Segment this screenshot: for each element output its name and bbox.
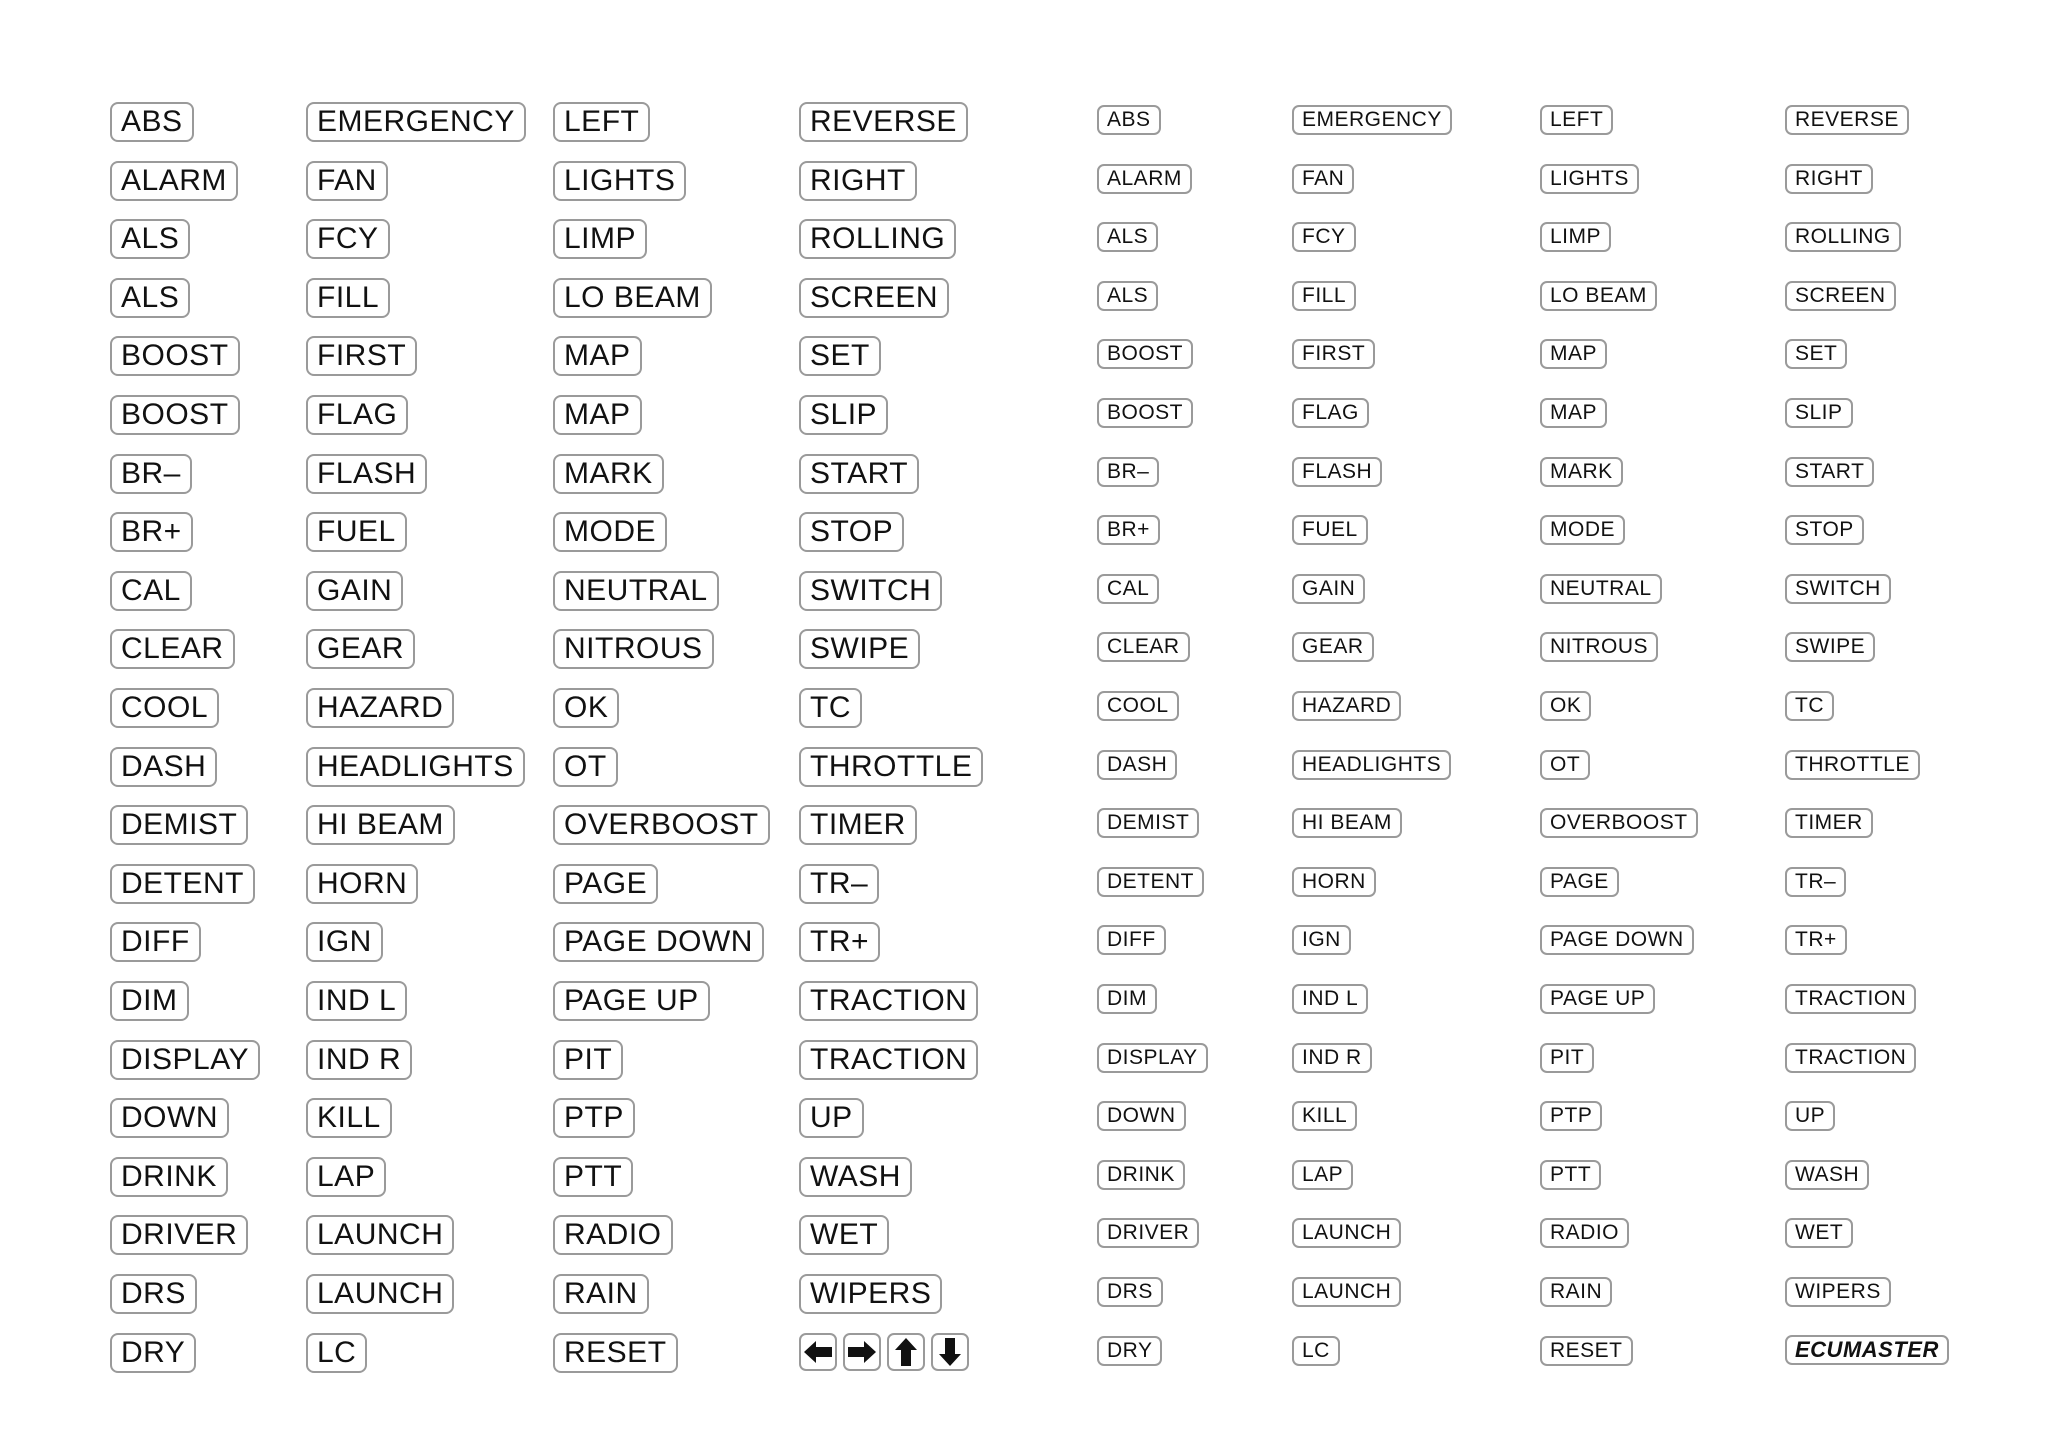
arrow-down-icon [931,1333,969,1371]
label-tag: FAN [306,161,388,201]
label-tag: SCREEN [799,278,949,318]
label-tag: LC [306,1333,367,1373]
label-tag: BOOST [1097,339,1193,369]
label-tag: LIGHTS [1540,164,1639,194]
label-tag: DIFF [110,922,201,962]
label-tag: DRS [110,1274,197,1314]
label-tag: FUEL [306,512,407,552]
label-tag: COOL [110,688,219,728]
label-tag: HI BEAM [306,805,455,845]
label-tag: PTP [1540,1101,1602,1131]
label-tag: MARK [1540,457,1623,487]
label-tag: RAIN [1540,1277,1612,1307]
label-tag: COOL [1097,691,1179,721]
label-tag: ALS [1097,281,1158,311]
label-tag: KILL [306,1098,392,1138]
label-tag: HI BEAM [1292,808,1402,838]
label-tag: SLIP [1785,398,1853,428]
label-tag: SET [1785,339,1847,369]
label-tag: ALS [110,219,190,259]
label-tag: REVERSE [1785,105,1909,135]
label-tag: DRY [110,1333,196,1373]
label-tag: ABS [110,102,194,142]
label-tag: FLASH [1292,457,1382,487]
label-tag: WET [1785,1218,1853,1248]
label-tag: KILL [1292,1101,1357,1131]
label-tag: SET [799,336,881,376]
label-tag: FIRST [1292,339,1375,369]
label-tag: DASH [110,747,217,787]
label-tag: IND R [1292,1043,1372,1073]
label-tag: DRINK [1097,1160,1185,1190]
label-tag: EMERGENCY [306,102,526,142]
label-tag: TC [799,688,862,728]
label-tag: IGN [306,922,383,962]
label-tag: BOOST [110,336,240,376]
label-tag: FLAG [1292,398,1369,428]
label-tag: LO BEAM [553,278,712,318]
label-tag: HAZARD [306,688,454,728]
label-tag: FLASH [306,454,427,494]
label-tag: DRIVER [1097,1218,1199,1248]
label-tag: UP [799,1098,864,1138]
label-tag: ALARM [1097,164,1192,194]
label-tag: WIPERS [799,1274,942,1314]
label-tag: GEAR [1292,632,1374,662]
label-tag: LIMP [1540,222,1611,252]
label-tag: OVERBOOST [1540,808,1698,838]
label-tag: CLEAR [110,629,235,669]
label-tag: SWIPE [1785,632,1875,662]
label-tag: FILL [306,278,390,318]
label-tag: SWITCH [799,571,942,611]
label-tag: LAP [1292,1160,1353,1190]
label-tag: DRS [1097,1277,1163,1307]
label-tag: LAUNCH [306,1215,454,1255]
label-tag: NITROUS [1540,632,1658,662]
label-tag: OK [553,688,619,728]
label-tag: START [799,454,919,494]
label-tag: THROTTLE [799,747,983,787]
label-tag: RAIN [553,1274,649,1314]
label-tag: DIM [110,981,189,1021]
arrow-right-icon [843,1333,881,1371]
label-tag: LIMP [553,219,647,259]
label-tag: PAGE [1540,867,1619,897]
label-tag: TIMER [1785,808,1873,838]
label-tag: CAL [110,571,192,611]
label-tag: RADIO [1540,1218,1629,1248]
label-tag: PTT [553,1157,633,1197]
label-tag: DASH [1097,750,1177,780]
label-tag: RADIO [553,1215,673,1255]
label-tag: LC [1292,1336,1340,1366]
label-tag: FILL [1292,281,1356,311]
label-tag: HORN [306,864,418,904]
label-tag: THROTTLE [1785,750,1920,780]
label-tag: HORN [1292,867,1376,897]
label-tag: TR– [799,864,879,904]
label-tag: BR– [110,454,192,494]
label-tag: PIT [1540,1043,1594,1073]
label-tag: IND L [1292,984,1368,1014]
label-tag: ALARM [110,161,238,201]
label-tag: WASH [799,1157,912,1197]
label-tag: PTT [1540,1160,1601,1190]
arrow-keys-row [799,1333,969,1371]
label-tag: GEAR [306,629,415,669]
label-tag: TIMER [799,805,917,845]
label-tag: NEUTRAL [1540,574,1662,604]
label-tag: TR– [1785,867,1846,897]
label-tag: LAUNCH [1292,1277,1401,1307]
label-tag: DOWN [1097,1101,1186,1131]
label-tag: DRINK [110,1157,228,1197]
label-tag: PIT [553,1040,623,1080]
label-tag: RESET [1540,1336,1633,1366]
label-tag: SWIPE [799,629,920,669]
label-tag: ALS [1097,222,1158,252]
label-tag: ROLLING [799,219,956,259]
label-tag: MAP [1540,398,1607,428]
label-tag: PAGE DOWN [553,922,764,962]
label-tag: TC [1785,691,1834,721]
label-tag: TR+ [799,922,880,962]
label-tag: TRACTION [1785,1043,1916,1073]
label-tag: WET [799,1215,889,1255]
label-tag: FLAG [306,395,408,435]
label-tag: TR+ [1785,925,1847,955]
label-tag: BR+ [1097,515,1160,545]
label-tag: RIGHT [799,161,917,201]
label-tag: DIFF [1097,925,1166,955]
label-tag: DIM [1097,984,1157,1014]
label-tag: OT [553,747,618,787]
label-tag: LAP [306,1157,386,1197]
label-tag: PAGE UP [1540,984,1655,1014]
label-tag: BOOST [110,395,240,435]
label-tag: MAP [553,336,642,376]
label-tag: LAUNCH [1292,1218,1401,1248]
label-tag: ROLLING [1785,222,1901,252]
label-tag: REVERSE [799,102,968,142]
label-tag: WASH [1785,1160,1869,1190]
label-tag: BOOST [1097,398,1193,428]
arrow-left-icon [799,1333,837,1371]
label-tag: GAIN [1292,574,1365,604]
label-tag: IND L [306,981,407,1021]
label-tag: FCY [306,219,390,259]
label-tag: PAGE UP [553,981,710,1021]
label-tag: FAN [1292,164,1354,194]
label-tag: TRACTION [799,981,978,1021]
label-tag: DEMIST [110,805,248,845]
label-tag: RESET [553,1333,678,1373]
label-tag: DRIVER [110,1215,248,1255]
label-tag: PAGE DOWN [1540,925,1694,955]
label-tag: DRY [1097,1336,1162,1366]
label-tag: OVERBOOST [553,805,770,845]
label-tag: IND R [306,1040,412,1080]
label-tag: STOP [799,512,904,552]
label-tag: LIGHTS [553,161,686,201]
label-tag: FIRST [306,336,417,376]
label-tag: GAIN [306,571,403,611]
label-tag: WIPERS [1785,1277,1891,1307]
label-tag: DETENT [1097,867,1204,897]
label-tag: STOP [1785,515,1864,545]
label-tag: DEMIST [1097,808,1199,838]
label-tag: START [1785,457,1874,487]
label-tag: UP [1785,1101,1835,1131]
label-tag: DETENT [110,864,255,904]
label-tag: IGN [1292,925,1351,955]
arrow-up-icon [887,1333,925,1371]
label-tag: HEADLIGHTS [306,747,525,787]
label-tag: MODE [1540,515,1625,545]
label-tag: CLEAR [1097,632,1190,662]
label-tag: DISPLAY [110,1040,260,1080]
label-tag: PTP [553,1098,635,1138]
label-tag: MAP [1540,339,1607,369]
label-tag: SWITCH [1785,574,1891,604]
label-tag: TRACTION [1785,984,1916,1014]
label-tag: LO BEAM [1540,281,1657,311]
label-tag: SCREEN [1785,281,1896,311]
label-tag: PAGE [553,864,658,904]
label-tag: TRACTION [799,1040,978,1080]
label-tag: FCY [1292,222,1356,252]
label-tag: OK [1540,691,1591,721]
label-tag: HEADLIGHTS [1292,750,1451,780]
label-tag: FUEL [1292,515,1368,545]
label-tag: ABS [1097,105,1161,135]
label-tag: NEUTRAL [553,571,719,611]
label-tag: OT [1540,750,1590,780]
label-tag: EMERGENCY [1292,105,1452,135]
label-tag: LEFT [553,102,650,142]
label-tag: MODE [553,512,667,552]
label-tag: DOWN [110,1098,229,1138]
label-tag: BR– [1097,457,1159,487]
label-tag: LEFT [1540,105,1613,135]
label-tag: HAZARD [1292,691,1401,721]
label-tag: LAUNCH [306,1274,454,1314]
label-tag: RIGHT [1785,164,1873,194]
label-tag: MARK [553,454,664,494]
label-tag: BR+ [110,512,193,552]
label-tag: ALS [110,278,190,318]
label-tag: MAP [553,395,642,435]
label-tag: SLIP [799,395,888,435]
label-tag: NITROUS [553,629,714,669]
label-tag: CAL [1097,574,1159,604]
ecumaster-logo: ECUMASTER [1785,1335,1949,1365]
label-tag: DISPLAY [1097,1043,1208,1073]
